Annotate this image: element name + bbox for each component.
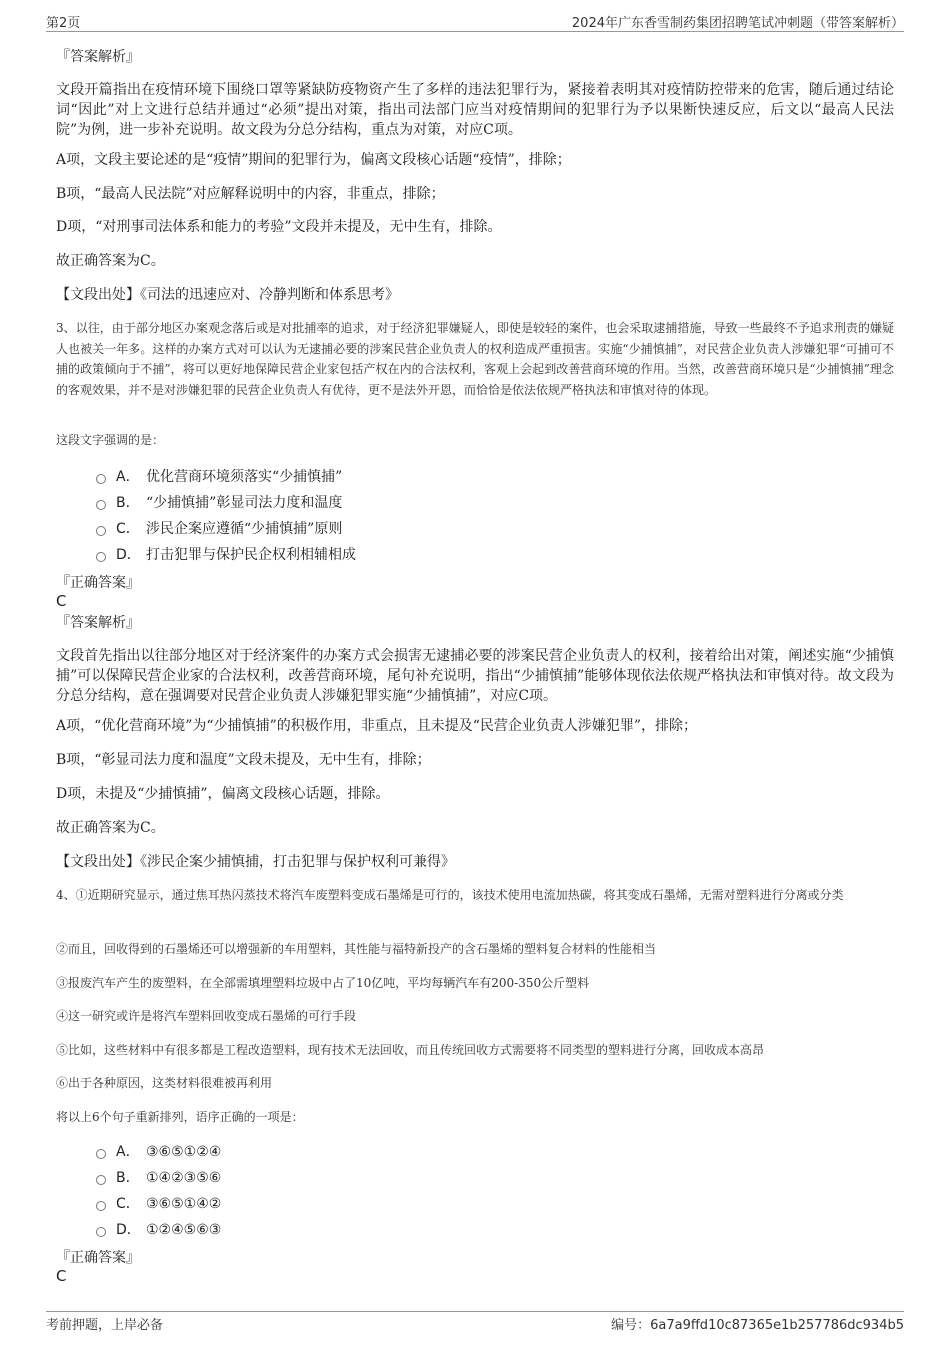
page-footer [46, 1314, 904, 1333]
radio-icon[interactable] [96, 526, 106, 536]
radio-icon[interactable] [96, 1175, 106, 1185]
q4-option-b[interactable]: B． ①④②③⑤⑥ [96, 1168, 221, 1188]
q4-sentence-4: ④这一研究或许是将汽车塑料回收变成石墨烯的可行手段 [56, 1009, 357, 1023]
q2-analysis-label: 『答案解析』 [56, 49, 140, 65]
q4-sentence-6: ⑥出于各种原因，这类材料很难被再利用 [56, 1076, 273, 1090]
q3-option-a-analysis: A项，“优化营商环境”为“少捕慎捕”的积极作用，非重点，且未提及“民营企业负责人涉嫌犯罪”，排除； [56, 718, 698, 734]
q4-option-c[interactable]: C． ③⑥⑤①④② [96, 1194, 221, 1214]
q3-option-c[interactable]: C． 涉民企案应遵循“少捕慎捕”原则 [96, 519, 342, 539]
q3-option-b[interactable]: B． “少捕慎捕”彰显司法力度和温度 [96, 493, 342, 513]
q3-stem: 3、以往，由于部分地区办案观念落后或是对批捕率的追求，对于经济犯罪嫌疑人，即使是较轻的案件，也会采取逮捕措施，导致一些最终不予追求刑责的嫌疑人也被关一年多。这样的办案方式对可以认为无逮捕必要的涉案民营企业负责人的权利造成严重损害。实施“少捕慎捕”，对民营企业负责人涉嫌犯罪“可捕可不捕的政策倾向于不捕”，将可以更好地保障民营企业家包括产权在内的合法权利，客观上会起到改善营商环境的作用。当然，改善营商环境只是“少捕慎捕”理念的客观效果，并不是对涉嫌犯罪的民营企业负责人有优待，更不是法外开恩，而恰恰是依法依规严格执法和审慎对待的体现。 [56, 321, 894, 397]
q3-analysis-label: 『答案解析』 [56, 615, 140, 631]
q4-sentence-5: ⑤比如，这些材料中有很多都是工程改造塑料，现有技术无法回收，而且传统回收方式需要将不同类型的塑料进行分离，回收成本高昂 [56, 1043, 765, 1057]
radio-icon[interactable] [96, 1149, 106, 1159]
radio-icon[interactable] [96, 1201, 106, 1211]
q3-option-d-analysis: D项，未提及“少捕慎捕”，偏离文段核心话题，排除。 [56, 786, 390, 802]
q4-sentence-3: ③报废汽车产生的废塑料，在全部需填埋塑料垃圾中占了10亿吨，平均每辆汽车有200-350公斤塑料 [56, 976, 590, 990]
document-code: 编号：6a7a9ffd10c87365e1b257786dc934b5 [611, 1318, 904, 1333]
q2-option-d-analysis: D项，“对刑事司法体系和能力的考验”文段并未提及，无中生有，排除。 [56, 219, 502, 235]
q3-option-a[interactable]: A． 优化营商环境须落实“少捕慎捕” [96, 467, 342, 487]
radio-icon[interactable] [96, 500, 106, 510]
q3-prompt: 这段文字强调的是： [56, 433, 165, 447]
radio-icon[interactable] [96, 474, 106, 484]
page-number: 第2页 [46, 16, 81, 31]
header-divider [46, 31, 904, 32]
document-title: 2024年广东香雪制药集团招聘笔试冲刺题（带答案解析） [571, 16, 904, 31]
q2-analysis-text: 文段开篇指出在疫情环境下围绕口罩等紧缺防疫物资产生了多样的违法犯罪行为，紧接着表明其对疫情防控带来的危害，随后通过结论词“因此”对上文进行总结并通过“必须”提出对策，指出司法部门应当对疫情期间的犯罪行为予以果断快速反应，后文以“最高人民法院”为例，进一步补充说明。故文段为分总分结构，重点为对策，对应C项。 [56, 82, 894, 138]
footer-divider [46, 1311, 904, 1312]
q4-answer: C [56, 1267, 67, 1285]
q3-analysis-text: 文段首先指出以往部分地区对于经济案件的办案方式会损害无逮捕必要的涉案民营企业负责人的权利，接着给出对策，阐述实施“少捕慎捕”可以保障民营企业家的合法权利，改善营商环境，尾句补充说明，指出“少捕慎捕”能够体现依法依规严格执法和审慎对待。故文段为分总分结构，意在强调要对民营企业负责人涉嫌犯罪实施“少捕慎捕”，对应C项。 [56, 648, 894, 704]
q4-option-d[interactable]: D． ①②④⑤⑥③ [96, 1220, 221, 1240]
q4-answer-label: 『正确答案』 [56, 1250, 140, 1266]
q4-sentence-2: ②而且，回收得到的石墨烯还可以增强新的车用塑料，其性能与福特新投产的含石墨烯的塑料复合材料的性能相当 [56, 942, 657, 956]
q4-prompt: 将以上6个句子重新排列，语序正确的一项是： [56, 1110, 304, 1124]
page-header [46, 12, 904, 31]
q2-option-a-analysis: A项，文段主要论述的是“疫情”期间的犯罪行为，偏离文段核心话题“疫情”，排除； [56, 152, 571, 168]
q4-option-a[interactable]: A． ③⑥⑤①②④ [96, 1142, 221, 1162]
q3-source: 【文段出处】《涉民企案少捕慎捕，打击犯罪与保护权利可兼得》 [56, 854, 455, 870]
q4-sentence-1: 4、①近期研究显示，通过焦耳热闪蒸技术将汽车废塑料变成石墨烯是可行的，该技术使用电流加热碳，将其变成石墨烯，无需对塑料进行分离或分类 [56, 888, 844, 902]
q2-option-b-analysis: B项，“最高人民法院”对应解释说明中的内容，非重点，排除； [56, 186, 445, 202]
q3-option-b-analysis: B项，“彰显司法力度和温度”文段未提及，无中生有，排除； [56, 752, 431, 768]
q3-conclusion: 故正确答案为C。 [56, 820, 165, 836]
q2-conclusion: 故正确答案为C。 [56, 253, 165, 269]
q3-answer-label: 『正确答案』 [56, 575, 140, 591]
q3-option-d[interactable]: D． 打击犯罪与保护民企权利相辅相成 [96, 545, 356, 565]
q2-source: 【文段出处】《司法的迅速应对、冷静判断和体系思考》 [56, 287, 399, 303]
q3-answer: C [56, 592, 67, 610]
radio-icon[interactable] [96, 552, 106, 562]
radio-icon[interactable] [96, 1227, 106, 1237]
footer-slogan: 考前押题，上岸必备 [46, 1318, 164, 1333]
